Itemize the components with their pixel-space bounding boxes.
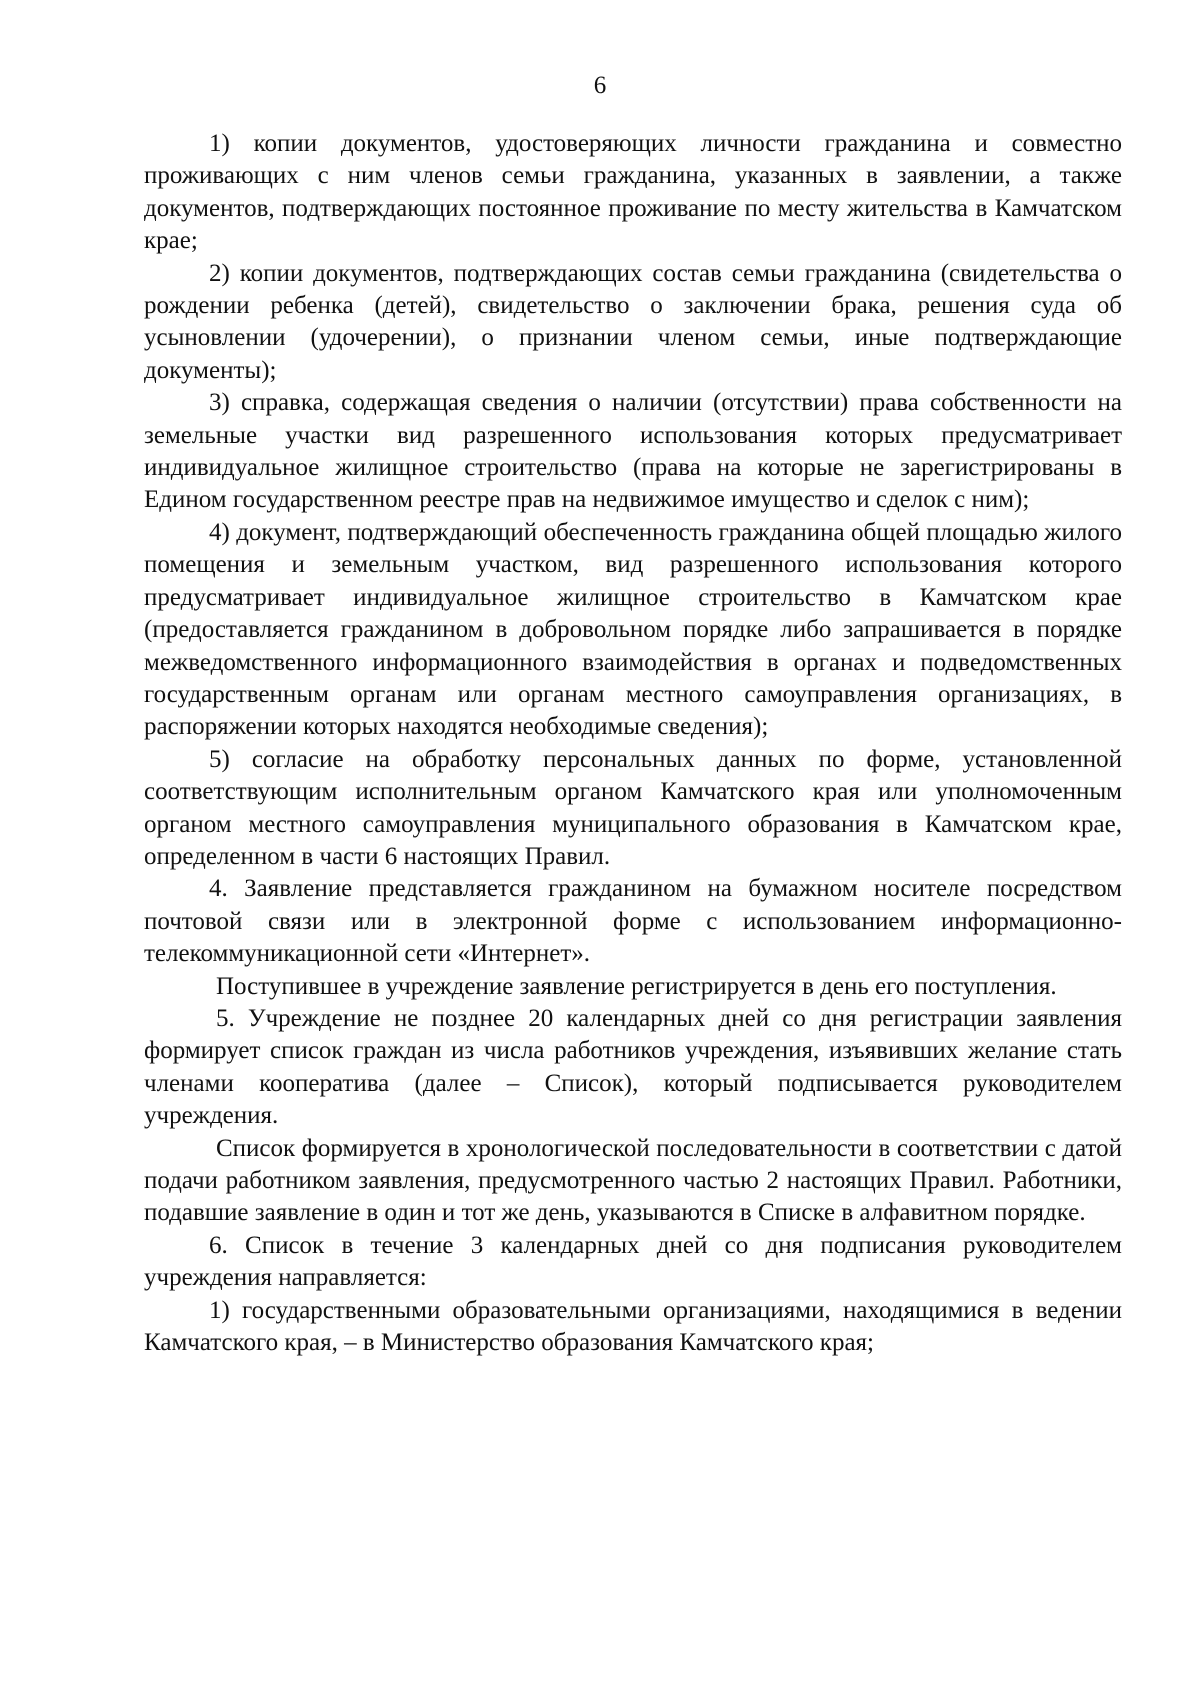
paragraph-item-3-land-certificate: 3) справка, содержащая сведения о наличии (отсутствии) права собственности на земельные участки вид разрешенного использования которых предусматривает индивидуальное жилищное строительство (права на которые не зарегистрированы в Едином государственном реестре прав на недвижимое имущество и сделок с ним); xyxy=(144,389,1122,514)
paragraph-item-2-family-docs: 2) копии документов, подтверждающих состав семьи гражданина (свидетельства о рождении ребенка (детей), свидетельство о заключении брака, решения суда об усыновлении (удочерении), о признании членом семьи, иные подтверждающие документы); xyxy=(144,259,1122,384)
paragraph-registration: Поступившее в учреждение заявление регистрируется в день его поступления. xyxy=(216,972,1057,1000)
paragraph-section-4-application: 4. Заявление представляется гражданином на бумажном носителе посредством почтовой связи или в электронной форме с использованием информационно-телекоммуникационной сети «Интернет». xyxy=(144,875,1122,968)
paragraph-section-5-list: 5. Учреждение не позднее 20 календарных дней со дня регистрации заявления формирует список граждан из числа работников учреждения, изъявивших желание стать членами кооператива (далее – Список), который подписывается руководителем учреждения. xyxy=(144,1004,1122,1130)
paragraph-list-order: Список формируется в хронологической последовательности в соответствии с датой подачи работником заявления, предусмотренного частью 2 настоящих Правил. Работники, подавшие заявление в один и тот же день, указываются в Списке в алфавитном порядке. xyxy=(144,1134,1122,1227)
paragraph-item-4-housing-document: 4) документ, подтверждающий обеспеченность гражданина общей площадью жилого помещения и земельным участком, вид разрешенного использования которого предусматривает индивидуальное жилищное строительство в Камчатском крае (предоставляется гражданином в добровольном порядке либо запрашивается в порядке межведомственного информационного взаимодействия в органах и подведомственных государственным органам или органам местного самоуправления организациях, в распоряжении которых находятся необходимые сведения); xyxy=(144,518,1122,741)
paragraph-section-6-submission: 6. Список в течение 3 календарных дней со дня подписания руководителем учреждения направляется: xyxy=(144,1231,1122,1292)
document-body xyxy=(144,128,1122,1359)
paragraph-item-5-data-consent: 5) согласие на обработку персональных данных по форме, установленной соответствующим исполнительным органом Камчатского края или уполномоченным органом местного самоуправления муниципального образования в Камчатском крае, определенном в части 6 настоящих Правил. xyxy=(144,745,1122,870)
page-number: 6 xyxy=(593,72,607,99)
paragraph-item-1-identity-docs: 1) копии документов, удостоверяющих личности гражданина и совместно проживающих с ним членов семьи гражданина, указанных в заявлении, а также документов, подтверждающих постоянное проживание по месту жительства в Камчатском крае; xyxy=(144,130,1122,255)
paragraph-item-1-education-orgs: 1) государственными образовательными организациями, находящимися в ведении Камчатского края, – в Министерство образования Камчатского края; xyxy=(144,1296,1122,1357)
